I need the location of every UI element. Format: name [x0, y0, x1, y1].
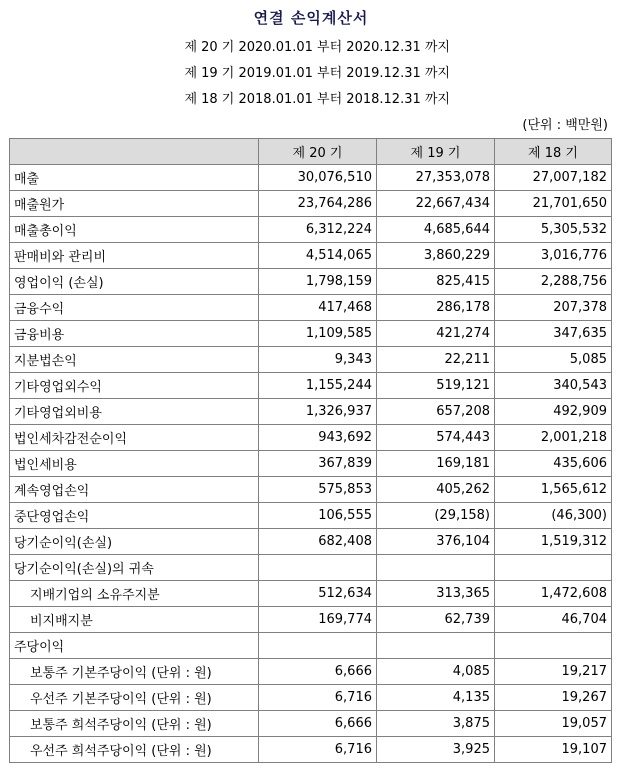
- value-period-19: [377, 555, 495, 581]
- value-period-18: 2,288,756: [495, 269, 612, 295]
- row-label: 보통주 기본주당이익 (단위 : 원): [10, 659, 259, 685]
- value-period-19: 3,925: [377, 737, 495, 763]
- value-period-18: 46,704: [495, 607, 612, 633]
- row-label: 매출총이익: [10, 217, 259, 243]
- table-row: [10, 685, 612, 711]
- value-period-20: 6,312,224: [259, 217, 377, 243]
- row-label: 금융수익: [10, 295, 259, 321]
- value-period-20: 6,666: [259, 711, 377, 737]
- value-period-20: 6,666: [259, 659, 377, 685]
- table-row: [10, 659, 612, 685]
- value-period-20: 1,326,937: [259, 399, 377, 425]
- row-label: 당기순이익(손실)의 귀속: [10, 555, 259, 581]
- row-label: 우선주 희석주당이익 (단위 : 원): [10, 737, 259, 763]
- table-row: [10, 191, 612, 217]
- row-label: 우선주 기본주당이익 (단위 : 원): [10, 685, 259, 711]
- row-label: 판매비와 관리비: [10, 243, 259, 269]
- row-label: 중단영업손익: [10, 503, 259, 529]
- table-row: [10, 555, 612, 581]
- value-period-18: 3,016,776: [495, 243, 612, 269]
- value-period-20: 1,798,159: [259, 269, 377, 295]
- value-period-18: 347,635: [495, 321, 612, 347]
- row-label: 법인세비용: [10, 451, 259, 477]
- value-period-19: 421,274: [377, 321, 495, 347]
- value-period-19: (29,158): [377, 503, 495, 529]
- period-line-19: 제 19 기 2019.01.01 부터 2019.12.31 까지: [184, 66, 450, 81]
- value-period-20: 943,692: [259, 425, 377, 451]
- value-period-20: 6,716: [259, 737, 377, 763]
- table-row: [10, 165, 612, 191]
- unit-note: (단위 : 백만원): [522, 118, 608, 133]
- table-row: [10, 321, 612, 347]
- table-row: [10, 581, 612, 607]
- value-period-20: 23,764,286: [259, 191, 377, 217]
- period-line-20: 제 20 기 2020.01.01 부터 2020.12.31 까지: [184, 40, 450, 55]
- table-row: [10, 633, 612, 659]
- row-label: 당기순이익(손실): [10, 529, 259, 555]
- value-period-20: 6,716: [259, 685, 377, 711]
- value-period-18: [495, 555, 612, 581]
- row-label: 영업이익 (손실): [10, 269, 259, 295]
- value-period-19: 22,211: [377, 347, 495, 373]
- row-label: 비지배지분: [10, 607, 259, 633]
- row-label: 매출원가: [10, 191, 259, 217]
- value-period-20: 512,634: [259, 581, 377, 607]
- value-period-20: 30,076,510: [259, 165, 377, 191]
- value-period-20: 1,109,585: [259, 321, 377, 347]
- value-period-18: 19,217: [495, 659, 612, 685]
- header-period-19: 제 19 기: [377, 139, 495, 165]
- value-period-18: 1,565,612: [495, 477, 612, 503]
- value-period-20: 417,468: [259, 295, 377, 321]
- value-period-19: 376,104: [377, 529, 495, 555]
- value-period-19: 62,739: [377, 607, 495, 633]
- value-period-18: 1,519,312: [495, 529, 612, 555]
- value-period-19: 4,685,644: [377, 217, 495, 243]
- row-label: 기타영업외비용: [10, 399, 259, 425]
- value-period-18: 19,057: [495, 711, 612, 737]
- value-period-18: 1,472,608: [495, 581, 612, 607]
- row-label: 매출: [10, 165, 259, 191]
- row-label: 보통주 희석주당이익 (단위 : 원): [10, 711, 259, 737]
- value-period-18: 19,267: [495, 685, 612, 711]
- value-period-19: 519,121: [377, 373, 495, 399]
- table-row: [10, 737, 612, 763]
- value-period-18: 492,909: [495, 399, 612, 425]
- row-label: 법인세차감전순이익: [10, 425, 259, 451]
- row-label: 주당이익: [10, 633, 259, 659]
- value-period-19: 169,181: [377, 451, 495, 477]
- table-row: [10, 607, 612, 633]
- value-period-19: 3,875: [377, 711, 495, 737]
- table-row: [10, 477, 612, 503]
- value-period-20: 682,408: [259, 529, 377, 555]
- row-label: 지분법손익: [10, 347, 259, 373]
- row-label: 금융비용: [10, 321, 259, 347]
- value-period-18: (46,300): [495, 503, 612, 529]
- value-period-18: 207,378: [495, 295, 612, 321]
- value-period-20: 4,514,065: [259, 243, 377, 269]
- value-period-20: 106,555: [259, 503, 377, 529]
- value-period-20: 367,839: [259, 451, 377, 477]
- row-label: 계속영업손익: [10, 477, 259, 503]
- table-header-row: [10, 139, 612, 165]
- table-row: [10, 295, 612, 321]
- value-period-18: 21,701,650: [495, 191, 612, 217]
- value-period-18: 27,007,182: [495, 165, 612, 191]
- value-period-18: 19,107: [495, 737, 612, 763]
- value-period-19: 4,085: [377, 659, 495, 685]
- value-period-19: 27,353,078: [377, 165, 495, 191]
- value-period-18: 340,543: [495, 373, 612, 399]
- value-period-20: 169,774: [259, 607, 377, 633]
- row-label: 지배기업의 소유주지분: [10, 581, 259, 607]
- value-period-20: 1,155,244: [259, 373, 377, 399]
- table-row: [10, 399, 612, 425]
- table-row: [10, 373, 612, 399]
- period-line-18: 제 18 기 2018.01.01 부터 2018.12.31 까지: [184, 92, 450, 107]
- value-period-19: 825,415: [377, 269, 495, 295]
- table-row: [10, 243, 612, 269]
- table-row: [10, 347, 612, 373]
- table-row: [10, 217, 612, 243]
- value-period-18: 5,305,532: [495, 217, 612, 243]
- income-statement-table: [9, 138, 612, 763]
- table-body: [10, 165, 612, 763]
- table-row: [10, 451, 612, 477]
- value-period-19: 22,667,434: [377, 191, 495, 217]
- table-row: [10, 529, 612, 555]
- table-row: [10, 503, 612, 529]
- header-label-column: [10, 139, 259, 165]
- value-period-20: 575,853: [259, 477, 377, 503]
- value-period-19: 574,443: [377, 425, 495, 451]
- value-period-19: 286,178: [377, 295, 495, 321]
- value-period-19: 3,860,229: [377, 243, 495, 269]
- table-row: [10, 425, 612, 451]
- value-period-19: 657,208: [377, 399, 495, 425]
- value-period-19: [377, 633, 495, 659]
- header-period-18: 제 18 기: [495, 139, 612, 165]
- value-period-20: 9,343: [259, 347, 377, 373]
- value-period-18: 2,001,218: [495, 425, 612, 451]
- value-period-20: [259, 633, 377, 659]
- value-period-19: 405,262: [377, 477, 495, 503]
- row-label: 기타영업외수익: [10, 373, 259, 399]
- value-period-19: 4,135: [377, 685, 495, 711]
- document-title: 연결 손익계산서: [253, 9, 369, 27]
- value-period-18: [495, 633, 612, 659]
- value-period-19: 313,365: [377, 581, 495, 607]
- header-period-20: 제 20 기: [259, 139, 377, 165]
- value-period-20: [259, 555, 377, 581]
- table-row: [10, 711, 612, 737]
- value-period-18: 5,085: [495, 347, 612, 373]
- value-period-18: 435,606: [495, 451, 612, 477]
- table-row: [10, 269, 612, 295]
